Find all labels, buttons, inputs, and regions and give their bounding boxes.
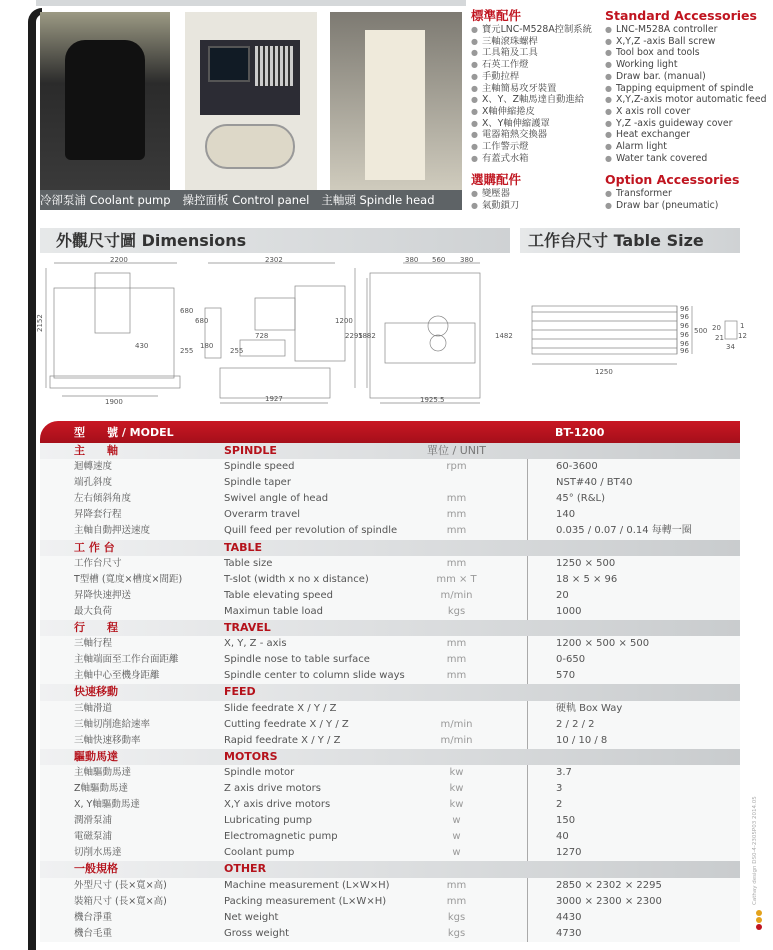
table-row: [40, 588, 740, 604]
section-title-zh: 驅動馬達: [74, 749, 118, 763]
spec-name-zh: 三軸快速移動率: [74, 734, 141, 746]
model-value: BT-1200: [555, 426, 605, 439]
spec-name-en: Spindle center to column slide ways: [224, 670, 405, 682]
spec-unit: mm: [446, 509, 467, 521]
accessory-item: ● 氣動鎖刀: [471, 200, 592, 212]
spec-name-en: Machine measurement (L×W×H): [224, 879, 390, 891]
spec-table: [40, 421, 740, 942]
dim-top-base: 1925.5: [420, 396, 445, 404]
dim-slot-5: 96: [680, 340, 689, 348]
unit-header: [386, 684, 527, 700]
spec-value: 0.035 / 0.07 / 0.14 每轉一圈: [527, 523, 740, 539]
spec-name-en: Table size: [224, 557, 273, 569]
spec-name-zh: 主軸端面至工作台面距離: [74, 654, 179, 666]
dim-top-380b: 380: [460, 256, 474, 264]
spec-value: 1270: [527, 845, 740, 861]
spec-name-zh: 切削水馬達: [74, 847, 122, 859]
dim-side-base: 1927: [265, 395, 283, 403]
dim-slot-3: 96: [680, 322, 689, 330]
section-spacer: [527, 749, 740, 765]
logo-dot: [756, 910, 762, 916]
accessories-zh: [471, 8, 592, 212]
spec-name-en: X,Y axis drive motors: [224, 799, 331, 811]
spec-name-en: Maximun table load: [224, 605, 323, 617]
accessory-item: ● 電器箱熱交換器: [471, 129, 592, 141]
section-title-en: OTHER: [224, 862, 267, 876]
accessory-item: ● Draw bar (pneumatic): [605, 200, 767, 212]
spec-name-zh: X, Y軸驅動馬達: [74, 799, 140, 811]
dim-side-width: 2302: [265, 256, 283, 264]
section-title-en: MOTORS: [224, 749, 278, 763]
table-row: [40, 894, 740, 910]
table-row: [40, 765, 740, 781]
spec-name-en: Spindle nose to table surface: [224, 654, 370, 666]
table-row: [40, 652, 740, 668]
spec-name-en: Quill feed per revolution of spindle: [224, 525, 398, 537]
section-spacer: [527, 861, 740, 877]
table-row: [40, 781, 740, 797]
spec-name-zh: Z軸驅動馬達: [74, 782, 129, 794]
spec-name-en: Spindle motor: [224, 766, 295, 778]
spec-unit: kw: [449, 766, 464, 778]
spec-value: NST#40 / BT40: [527, 475, 740, 491]
spec-value: 1000: [527, 604, 740, 620]
dim-table-width: 500: [694, 327, 708, 335]
spec-unit: mm: [446, 670, 467, 682]
top-bar: [36, 0, 466, 6]
spec-unit: mm: [446, 879, 467, 891]
spec-unit: [386, 701, 527, 717]
table-row: [40, 507, 740, 523]
table-row: [40, 845, 740, 861]
standard-accessories-title-zh: 標準配件: [471, 8, 522, 23]
model-label: 型 號 / MODEL: [74, 426, 174, 439]
spec-name-zh: 昇降快速押送: [74, 589, 132, 601]
spindle-head-photo: [330, 12, 462, 190]
spec-name-en: Spindle speed: [224, 461, 295, 473]
dim-tslot-12: 12: [738, 332, 747, 340]
spec-value: 2: [527, 797, 740, 813]
side-note: [752, 795, 766, 935]
spec-unit: rpm: [446, 461, 467, 473]
caption-coolant-pump: 冷卻泵浦 Coolant pump: [40, 193, 171, 207]
accessory-item: ● X、Y、Z軸馬達自動進給: [471, 94, 592, 106]
table-row: [40, 475, 740, 491]
spec-unit: kgs: [447, 605, 466, 617]
spec-name-zh: T型槽 (寬度×槽度×間距): [74, 573, 183, 585]
spec-name-zh: 三軸切削進給速率: [74, 718, 151, 730]
spec-unit: mm: [446, 493, 467, 505]
accessory-item: ● 主軸簡易攻牙裝置: [471, 83, 592, 95]
spec-name-en: Lubricating pump: [224, 815, 312, 827]
accessory-item: ● Working light: [605, 59, 767, 71]
dim-side-680: 680: [195, 317, 209, 325]
dim-side-728: 728: [255, 332, 269, 340]
spec-name-en: Coolant pump: [224, 847, 295, 859]
spec-name-zh: 左右傾斜角度: [74, 493, 132, 505]
table-row: [40, 878, 740, 894]
model-row: [40, 421, 740, 443]
table-row: [40, 797, 740, 813]
table-row: [40, 572, 740, 588]
spec-name-zh: 迴轉速度: [74, 461, 113, 473]
spec-value: 45° (R&L): [527, 491, 740, 507]
accessory-item: ● 寶元LNC-M528A控制系統: [471, 24, 592, 36]
spec-name-zh: 主軸自動押送速度: [74, 525, 151, 537]
table-row: [40, 733, 740, 749]
section-spacer: [527, 620, 740, 636]
spec-name-zh: 昇降套行程: [74, 509, 122, 521]
spec-name-en: X, Y, Z - axis: [224, 638, 287, 650]
caption-spindle-head: 主軸頭 Spindle head: [321, 193, 435, 207]
accessory-item: ● X axis roll cover: [605, 106, 767, 118]
spec-name-zh: 潤滑泵浦: [74, 815, 113, 827]
spec-value: 10 / 10 / 8: [527, 733, 740, 749]
spec-value: 硬軌 Box Way: [527, 701, 740, 717]
section-title-en: FEED: [224, 685, 256, 699]
spec-name-zh: 裝箱尺寸 (長×寬×高): [74, 895, 167, 907]
spec-name-zh: 外型尺寸 (長×寬×高): [74, 879, 167, 891]
spec-name-en: Slide feedrate X / Y / Z: [224, 702, 337, 714]
spec-unit: kw: [449, 799, 464, 811]
accessories-en: [605, 8, 767, 212]
dim-top-560: 560: [432, 256, 446, 264]
spec-value: 3000 × 2300 × 2300: [527, 894, 740, 910]
spec-value: 4730: [527, 926, 740, 942]
dim-side-255: 255: [230, 347, 244, 355]
table-row: [40, 926, 740, 942]
section-header-travel: [40, 620, 740, 636]
table-row: [40, 636, 740, 652]
section-title-en: TRAVEL: [224, 621, 271, 635]
option-accessories-title-zh: 選購配件: [471, 172, 522, 188]
spec-value: 140: [527, 507, 740, 523]
caption-control-panel: 操控面板 Control panel: [182, 193, 310, 207]
dim-front-680: 680: [180, 307, 194, 315]
dim-front-base: 1900: [105, 398, 123, 406]
table-row: [40, 813, 740, 829]
spec-unit: [386, 475, 527, 491]
dim-tslot-21: 21: [715, 334, 724, 342]
spec-name-zh: 端孔斜度: [74, 477, 113, 489]
spec-name-zh: 機台淨重: [74, 911, 113, 923]
section-title-zh: 主 軸: [74, 444, 118, 457]
spec-name-en: Overarm travel: [224, 509, 301, 521]
spec-value: 4430: [527, 910, 740, 926]
dim-slot-2: 96: [680, 313, 689, 321]
spec-value: 1250 × 500: [527, 556, 740, 572]
accessory-item: ● Tool box and tools: [605, 47, 767, 59]
section-title-zh: 行 程: [74, 621, 118, 635]
spec-name-en: Net weight: [224, 911, 279, 923]
table-row: [40, 829, 740, 845]
table-row: [40, 604, 740, 620]
dim-slot-1: 96: [680, 305, 689, 313]
accessory-item: ● Transformer: [605, 188, 767, 200]
spec-name-zh: 工作台尺寸: [74, 557, 122, 569]
spec-value: 18 × 5 × 96: [527, 572, 740, 588]
dim-tslot-34: 34: [726, 343, 735, 351]
coolant-pump-photo: [40, 12, 170, 190]
table-row: [40, 523, 740, 539]
photo-captions: [40, 190, 462, 210]
section-header-other: [40, 861, 740, 877]
accessory-item: ● X,Y,Z -axis Ball screw: [605, 36, 767, 48]
accessory-item: ● X,Y,Z-axis motor automatic feed: [605, 94, 767, 106]
dim-tslot-20: 20: [712, 324, 721, 332]
accessory-item: ● 變壓器: [471, 188, 592, 200]
spec-unit: w: [452, 831, 461, 843]
dim-side-2295: 2295: [345, 332, 363, 340]
dimension-drawings: [36, 256, 747, 408]
accessory-item: ● 手動拉桿: [471, 71, 592, 83]
dim-front-width: 2200: [110, 256, 128, 264]
accessory-item: ● 有蓋式水箱: [471, 153, 592, 165]
spec-unit: m/min: [440, 718, 473, 730]
spec-name-zh: 三軸滑道: [74, 702, 113, 714]
spec-unit: kgs: [447, 927, 466, 939]
unit-header: [386, 620, 527, 636]
unit-header: [386, 861, 527, 877]
spec-name-zh: 電磁泵浦: [74, 831, 113, 843]
spec-unit: mm: [446, 525, 467, 537]
spec-unit: mm: [446, 654, 467, 666]
dimensions-title: 外觀尺寸圖 Dimensions: [40, 228, 510, 253]
table-row: [40, 556, 740, 572]
side-note-text: Cathay design DS0-4-2305P03 2014.05: [752, 796, 758, 905]
accessory-item: ● X軸伸縮捲皮: [471, 106, 592, 118]
dim-slot-4: 96: [680, 331, 689, 339]
dim-front-430: 430: [135, 342, 149, 350]
option-accessories-title-en: Option Accessories: [605, 172, 740, 188]
spec-name-en: Packing measurement (L×W×H): [224, 895, 387, 907]
accessory-item: ● Water tank covered: [605, 153, 767, 165]
spec-value: 20: [527, 588, 740, 604]
spec-name-zh: 最大負荷: [74, 605, 113, 617]
accessory-item: ● Draw bar. (manual): [605, 71, 767, 83]
table-row: [40, 491, 740, 507]
spec-unit: mm: [446, 638, 467, 650]
spec-name-zh: 主軸中心至機身距離: [74, 670, 160, 682]
section-title-en: SPINDLE: [224, 444, 277, 457]
spec-unit: mm × T: [436, 573, 477, 585]
dim-top-1482: 1482: [495, 332, 513, 340]
spec-value: 2850 × 2302 × 2295: [527, 878, 740, 894]
accessory-item: ● Alarm light: [605, 141, 767, 153]
spec-value: 3.7: [527, 765, 740, 781]
section-spacer: [527, 540, 740, 556]
accessory-item: ● Tapping equipment of spindle: [605, 83, 767, 95]
section-header-feed: [40, 684, 740, 700]
section-title-en: TABLE: [224, 540, 263, 554]
accessory-item: ● 工作警示燈: [471, 141, 592, 153]
spec-name-en: Electromagnetic pump: [224, 831, 338, 843]
spec-name-en: T-slot (width x no x distance): [224, 573, 369, 585]
section-spacer: [527, 443, 740, 459]
accessory-item: ● Y,Z -axis guideway cover: [605, 118, 767, 130]
dim-table-length: 1250: [595, 368, 613, 376]
table-row: [40, 459, 740, 475]
table-size-title: 工作台尺寸 Table Size: [520, 228, 740, 253]
spec-value: 40: [527, 829, 740, 845]
section-title-zh: 工 作 台: [74, 540, 115, 554]
section-spacer: [527, 684, 740, 700]
table-row: [40, 701, 740, 717]
spec-value: 2 / 2 / 2: [527, 717, 740, 733]
accessory-item: ● Heat exchanger: [605, 129, 767, 141]
spec-name-zh: 三軸行程: [74, 638, 113, 650]
spec-value: 3: [527, 781, 740, 797]
spec-value: 60-3600: [527, 459, 740, 475]
spec-unit: w: [452, 815, 461, 827]
dim-slot-6: 96: [680, 347, 689, 355]
spec-value: 570: [527, 668, 740, 684]
spec-name-en: Spindle taper: [224, 477, 291, 489]
standard-accessories-title-en: Standard Accessories: [605, 8, 757, 23]
accessory-item: ● LNC-M528A controller: [605, 24, 767, 36]
spec-name-en: Rapid feedrate X / Y / Z: [224, 734, 341, 746]
dim-side-180: 180: [200, 342, 214, 350]
unit-header: [386, 749, 527, 765]
dim-tslot-1: 1: [740, 322, 745, 330]
spec-unit: mm: [446, 895, 467, 907]
spec-unit: m/min: [440, 589, 473, 601]
spec-unit: w: [452, 847, 461, 859]
dim-top-380a: 380: [405, 256, 419, 264]
unit-header: 單位 / UNIT: [427, 444, 486, 457]
spec-unit: m/min: [440, 734, 473, 746]
spec-name-zh: 主軸驅動馬達: [74, 766, 132, 778]
spec-name-en: Table elevating speed: [224, 589, 333, 601]
spec-unit: kw: [449, 782, 464, 794]
unit-header: [386, 540, 527, 556]
section-header-motors: [40, 749, 740, 765]
table-row: [40, 668, 740, 684]
table-row: [40, 717, 740, 733]
dim-side-1200: 1200: [335, 317, 353, 325]
spec-unit: kgs: [447, 911, 466, 923]
photo-strip: [40, 12, 462, 210]
section-header-spindle: [40, 443, 740, 459]
spec-name-en: Gross weight: [224, 927, 290, 939]
table-row: [40, 910, 740, 926]
dim-front-height: 2152: [36, 314, 44, 332]
dim-front-255: 255: [180, 347, 194, 355]
section-header-table: [40, 540, 740, 556]
spec-name-en: Swivel angle of head: [224, 493, 329, 505]
spec-value: 150: [527, 813, 740, 829]
spec-name-en: Cutting feedrate X / Y / Z: [224, 718, 349, 730]
dim-top-1882: 1882: [358, 332, 376, 340]
control-panel-photo: [185, 12, 317, 190]
accessory-item: ● X、Y軸伸縮護罩: [471, 118, 592, 130]
spec-name-en: Z axis drive motors: [224, 782, 321, 794]
section-title-zh: 快速移動: [74, 685, 118, 699]
spec-unit: mm: [446, 557, 467, 569]
spec-value: 1200 × 500 × 500: [527, 636, 740, 652]
spec-value: 0-650: [527, 652, 740, 668]
section-title-zh: 一般規格: [74, 862, 118, 876]
accessory-item: ● 三軸滾珠螺桿: [471, 36, 592, 48]
spec-name-zh: 機台毛重: [74, 927, 113, 939]
accessory-item: ● 工具箱及工具: [471, 47, 592, 59]
accessory-item: ● 石英工作燈: [471, 59, 592, 71]
